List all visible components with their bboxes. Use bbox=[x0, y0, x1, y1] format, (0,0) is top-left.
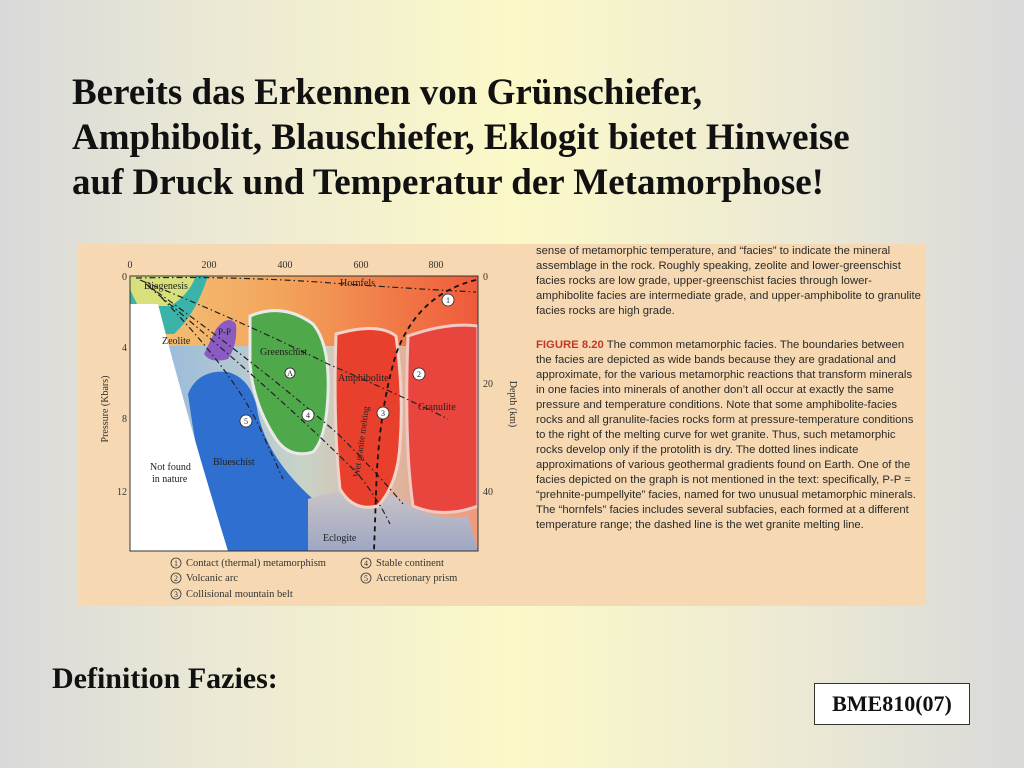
label-pp: P-P bbox=[218, 327, 232, 337]
pressure-tick-4: 4 bbox=[122, 343, 127, 354]
granulite-field bbox=[407, 325, 478, 512]
figure-number: FIGURE 8.20 bbox=[536, 339, 604, 351]
caption-body: The common metamorphic facies. The boundaries between the facies are depicted as wide bands because they are gradational and approximate, for the various metamorphic reactions that transform minerals in one facies into minerals of another don’t all occur at exactly the same pressure and temperature conditions. Note that some amphibolite-facies rocks and all granulite-facies rocks form at pressure-temperature conditions to the right of the melting curve for wet granite. Thus, such metamorphic rocks develop only if the protolith is dry. The dotted lines indicate approximations of various geothermal gradients found on Earth. One of the facies depicted on the graph is not mentioned in the text: specifically, P-P = “prehnite-pumpellyite” facies, named for two unusual metamorphic minerals. The “hornfels” facies includes several subfacies, each formed at a different temperature range; the dashed line is the wet granite melting line. bbox=[536, 339, 916, 531]
label-hornfels: Hornfels bbox=[340, 278, 375, 289]
depth-ticks bbox=[483, 272, 493, 498]
svg-text:5: 5 bbox=[244, 417, 248, 426]
marker-3 bbox=[377, 407, 389, 419]
title-line-2: Amphibolit, Blauschiefer, Eklogit bietet Hinweise bbox=[72, 117, 850, 158]
label-zeolite: Zeolite bbox=[162, 336, 191, 347]
legend-num-5: 5 bbox=[364, 574, 368, 583]
pressure-axis-label: Pressure (Kbars) bbox=[100, 375, 111, 443]
legend-label-2: Volcanic arc bbox=[186, 573, 238, 584]
temp-tick-0: 0 bbox=[127, 260, 133, 271]
svg-text:4: 4 bbox=[306, 411, 310, 420]
legend-num-3: 3 bbox=[174, 590, 178, 599]
label-not-found-1: Not found bbox=[150, 462, 191, 473]
svg-text:3: 3 bbox=[381, 409, 385, 418]
marker-4 bbox=[302, 409, 314, 421]
legend-label-5: Accretionary prism bbox=[376, 573, 458, 584]
caption-figure-text bbox=[536, 338, 921, 533]
legend-num-2: 2 bbox=[174, 574, 178, 583]
legend-label-3: Collisional mountain belt bbox=[186, 589, 293, 600]
definition-heading: Definition Fazies: bbox=[52, 662, 278, 695]
marker-1 bbox=[442, 294, 454, 306]
temp-tick-400: 400 bbox=[277, 260, 293, 271]
label-amphibolite: Amphibolite bbox=[338, 373, 389, 384]
depth-tick-0: 0 bbox=[483, 272, 488, 283]
depth-axis-label: Depth (km) bbox=[507, 380, 518, 428]
point-a-label: A bbox=[287, 369, 293, 378]
point-a bbox=[285, 368, 295, 378]
label-greenschist: Greenschist bbox=[260, 347, 308, 358]
temp-tick-600: 600 bbox=[353, 260, 369, 271]
svg-text:1: 1 bbox=[446, 296, 450, 305]
course-code-badge: BME810(07) bbox=[814, 683, 970, 725]
depth-tick-20: 20 bbox=[483, 379, 493, 390]
label-granulite: Granulite bbox=[418, 402, 456, 413]
label-diagenesis: Diagenesis bbox=[144, 281, 188, 292]
depth-tick-40: 40 bbox=[483, 487, 493, 498]
temp-tick-800: 800 bbox=[428, 260, 444, 271]
metamorphic-facies-figure bbox=[78, 244, 926, 606]
legend-labels bbox=[186, 558, 457, 600]
marker-2 bbox=[413, 368, 425, 380]
label-eclogite: Eclogite bbox=[323, 533, 357, 544]
label-wet-granite-melting: Wet granite melting bbox=[351, 405, 371, 478]
svg-text:2: 2 bbox=[417, 370, 421, 379]
label-not-found-2: in nature bbox=[152, 474, 188, 485]
legend-label-1: Contact (thermal) metamorphism bbox=[186, 558, 326, 569]
slide-title bbox=[72, 70, 972, 205]
pressure-tick-12: 12 bbox=[117, 487, 127, 498]
legend-label-4: Stable continent bbox=[376, 558, 444, 569]
pressure-tick-0: 0 bbox=[122, 272, 127, 283]
title-line-1: Bereits das Erkennen von Grünschiefer, bbox=[72, 72, 703, 113]
caption-intro: sense of metamorphic temperature, and “facies” to indicate the mineral assemblage in the rock. Roughly speaking, zeolite and lower-greenschist facies rocks are low grade, upper-greenschist facies through lower-amphibolite facies are intermediate grade, and upper-amphibolite to granulite facies rocks are high grade. bbox=[536, 245, 921, 317]
legend-num-4: 4 bbox=[364, 559, 368, 568]
marker-5 bbox=[240, 415, 252, 427]
pressure-ticks bbox=[117, 272, 127, 498]
figure-caption bbox=[536, 244, 921, 533]
pressure-tick-8: 8 bbox=[122, 414, 127, 425]
label-blueschist: Blueschist bbox=[213, 457, 255, 468]
temp-tick-200: 200 bbox=[201, 260, 217, 271]
title-line-3: auf Druck und Temperatur der Metamorphose! bbox=[72, 162, 824, 203]
legend-num-1: 1 bbox=[174, 559, 178, 568]
temperature-ticks bbox=[128, 260, 444, 271]
